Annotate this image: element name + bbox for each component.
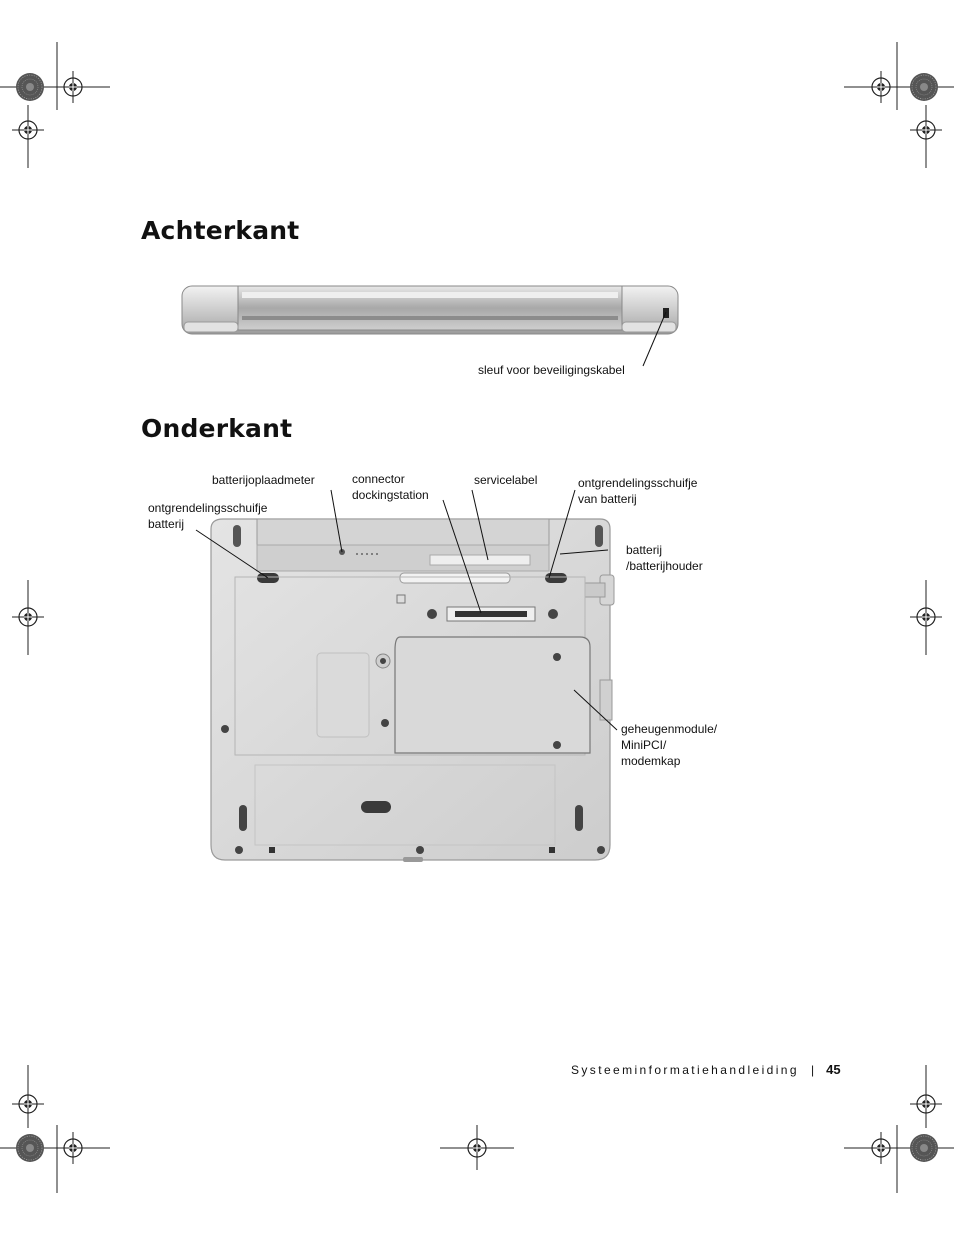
footer-separator: | [810,1062,815,1077]
battery-release-right-label-line1: ontgrendelingsschuifje [578,476,698,490]
memory-cover-label-line2: MiniPCI/ [621,738,667,752]
service-label-label: servicelabel [474,473,538,487]
page-footer [571,1062,841,1077]
footer-document-title: Systeeminformatiehandleiding [571,1062,799,1077]
battery-release-left-label [148,500,267,532]
docking-connector-label-line2: dockingstation [352,488,429,502]
security-slot-label: sleuf voor beveiligingskabel [478,363,625,377]
battery-release-right-label-line2: van batterij [578,492,637,506]
docking-connector-label-line1: connector [352,472,405,486]
docking-connector-label [352,471,429,503]
battery-release-left-label-line1: ontgrendelingsschuifje [148,501,268,515]
battery-bay-label [626,542,703,574]
battery-release-right-label [578,475,697,507]
battery-bay-label-line2: /batterijhouder [626,559,703,573]
battery-gauge-label: batterijoplaadmeter [212,473,315,487]
battery-bay-label-line1: batterij [626,543,663,557]
battery-release-left-label-line2: batterij [148,517,185,531]
memory-cover-label-line1: geheugenmodule/ [621,722,718,736]
page-number: 45 [826,1062,841,1077]
bottom-section-title: Onderkant [141,414,293,443]
memory-cover-label-line3: modemkap [621,754,681,768]
memory-cover-label [621,721,717,769]
rear-section-title: Achterkant [141,216,300,245]
